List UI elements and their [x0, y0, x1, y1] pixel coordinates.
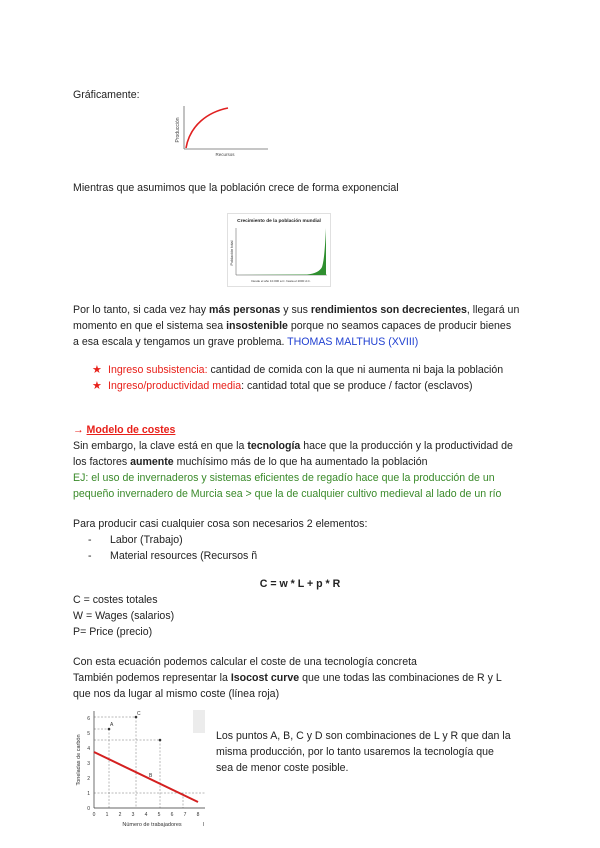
modelo-costes-heading: → Modelo de costes	[73, 424, 176, 436]
fig3-ytick-label: 2	[87, 776, 90, 782]
star-icon: ★	[92, 364, 102, 376]
fig2-xlabel: Desde el año 10.000 a.C. hasta el 2000 d.C.	[251, 279, 311, 283]
ecuacion-line-3: que nos da lugar al mismo coste (línea roja)	[73, 688, 280, 700]
list-item-material: - Material resources (Recursos ñ	[88, 550, 258, 562]
fig3-ytick-label: 6	[87, 716, 90, 722]
point-d	[159, 739, 162, 742]
fig3-xtick-label: 4	[144, 812, 148, 818]
sinembargo-line-2: los factores aumente muchísimo más de lo que ha aumentado la población	[73, 456, 428, 468]
fig2-title: Crecimiento de la población mundial	[237, 219, 321, 224]
paraproducir-paragraph: Para producir casi cualquier cosa son necesarios 2 elementos:	[73, 518, 368, 530]
bullet-ingreso-productividad: ★ Ingreso/productividad media: cantidad total que se produce / factor (esclavos)	[92, 380, 473, 392]
fig3-xtick-label: 6	[170, 812, 174, 818]
malthus-reference: THOMAS MALTHUS (XVIII)	[287, 336, 419, 348]
fig3-xtick-label: 5	[157, 812, 161, 818]
image-placeholder	[193, 710, 205, 733]
def-w: W = Wages (salarios)	[73, 610, 175, 622]
exponencial-paragraph: Mientras que asumimos que la población crece de forma exponencial	[73, 182, 399, 194]
porlotanto-line-2: momento en que el sistema sea insostenible porque no seamos capaces de producir bienes	[73, 320, 512, 332]
ecuacion-line-2: También podemos representar la Isocost curve que une todas las combinaciones de R y L	[73, 672, 502, 684]
fig3-xtick-label: 1	[105, 812, 109, 818]
fig1-xlabel: Recursos	[215, 152, 235, 157]
point-a-label: A	[110, 722, 114, 728]
fig3-xtick-label: 8	[196, 812, 200, 818]
graficamente-label: Gráficamente:	[73, 89, 140, 101]
puntos-line-3: sea de menor coste posible.	[216, 762, 349, 774]
porlotanto-line-1: Por lo tanto, si cada vez hay más personas y sus rendimientos son decrecientes, llegará un	[73, 304, 520, 316]
ejemplo-line-1: EJ: el uso de invernaderos y sistemas eficientes de regadío hace que la producción de un	[73, 472, 495, 484]
fig1-curve	[186, 108, 228, 148]
fig1-ylabel: Producción	[175, 117, 181, 143]
fig2-frame	[228, 214, 331, 287]
fig3-ytick-label: 3	[87, 761, 90, 767]
fig3-yticks	[87, 716, 90, 812]
point-a	[108, 728, 111, 731]
fig3-xtick-label: 2	[118, 812, 122, 818]
def-p: P= Price (precio)	[73, 626, 153, 638]
fig3-xtick-label: 3	[131, 812, 135, 818]
fig3-xlabel: Número de trabajadores	[122, 822, 182, 828]
cost-formula: C = w * L + p * R	[259, 578, 341, 590]
puntos-line-2: misma producción, por lo tanto usaremos la tecnología que	[216, 746, 494, 758]
isocost-line	[94, 752, 198, 802]
point-c-label: C	[137, 711, 141, 717]
point-b-label: B	[149, 773, 153, 779]
def-c: C = costes totales	[73, 594, 158, 606]
sinembargo-line-1: Sin embargo, la clave está en que la tecnología hace que la producción y la productividad de	[73, 440, 513, 452]
star-icon: ★	[92, 380, 102, 392]
fig3-cursor-mark: I	[203, 822, 205, 828]
bullet-ingreso-subsistencia: ★ Ingreso subsistencia: cantidad de comida con la que ni aumenta ni baja la población	[92, 364, 504, 376]
ejemplo-line-2: pequeño invernadero de Murcia sea > que la de cualquier cultivo medieval al lado de un río	[73, 488, 502, 500]
fig3-ytick-label: 5	[87, 731, 90, 737]
fig3-grid	[94, 717, 205, 808]
fig2-ylabel: Población total	[230, 240, 234, 266]
fig3-ytick-label: 4	[87, 746, 90, 752]
isocost-figure	[72, 705, 212, 830]
fig3-xticks	[93, 812, 200, 818]
fig3-xtick-label: 7	[183, 812, 187, 818]
fig3-ylabel: Toneladas de carbón	[76, 734, 82, 786]
fig3-xtick-label: 0	[92, 812, 96, 818]
fig3-ytick-label: 0	[87, 806, 90, 812]
production-curve-figure	[170, 100, 270, 160]
puntos-line-1: Los puntos A, B, C y D son combinaciones de L y R que dan la	[216, 730, 511, 742]
list-item-labor: - Labor (Trabajo)	[88, 534, 183, 546]
population-growth-figure	[227, 213, 331, 287]
ecuacion-line-1: Con esta ecuación podemos calcular el coste de una tecnología concreta	[73, 656, 417, 668]
porlotanto-line-3: a esa escala y tengamos un grave problema. THOMAS MALTHUS (XVIII)	[73, 336, 419, 348]
fig3-ytick-label: 1	[87, 791, 90, 797]
